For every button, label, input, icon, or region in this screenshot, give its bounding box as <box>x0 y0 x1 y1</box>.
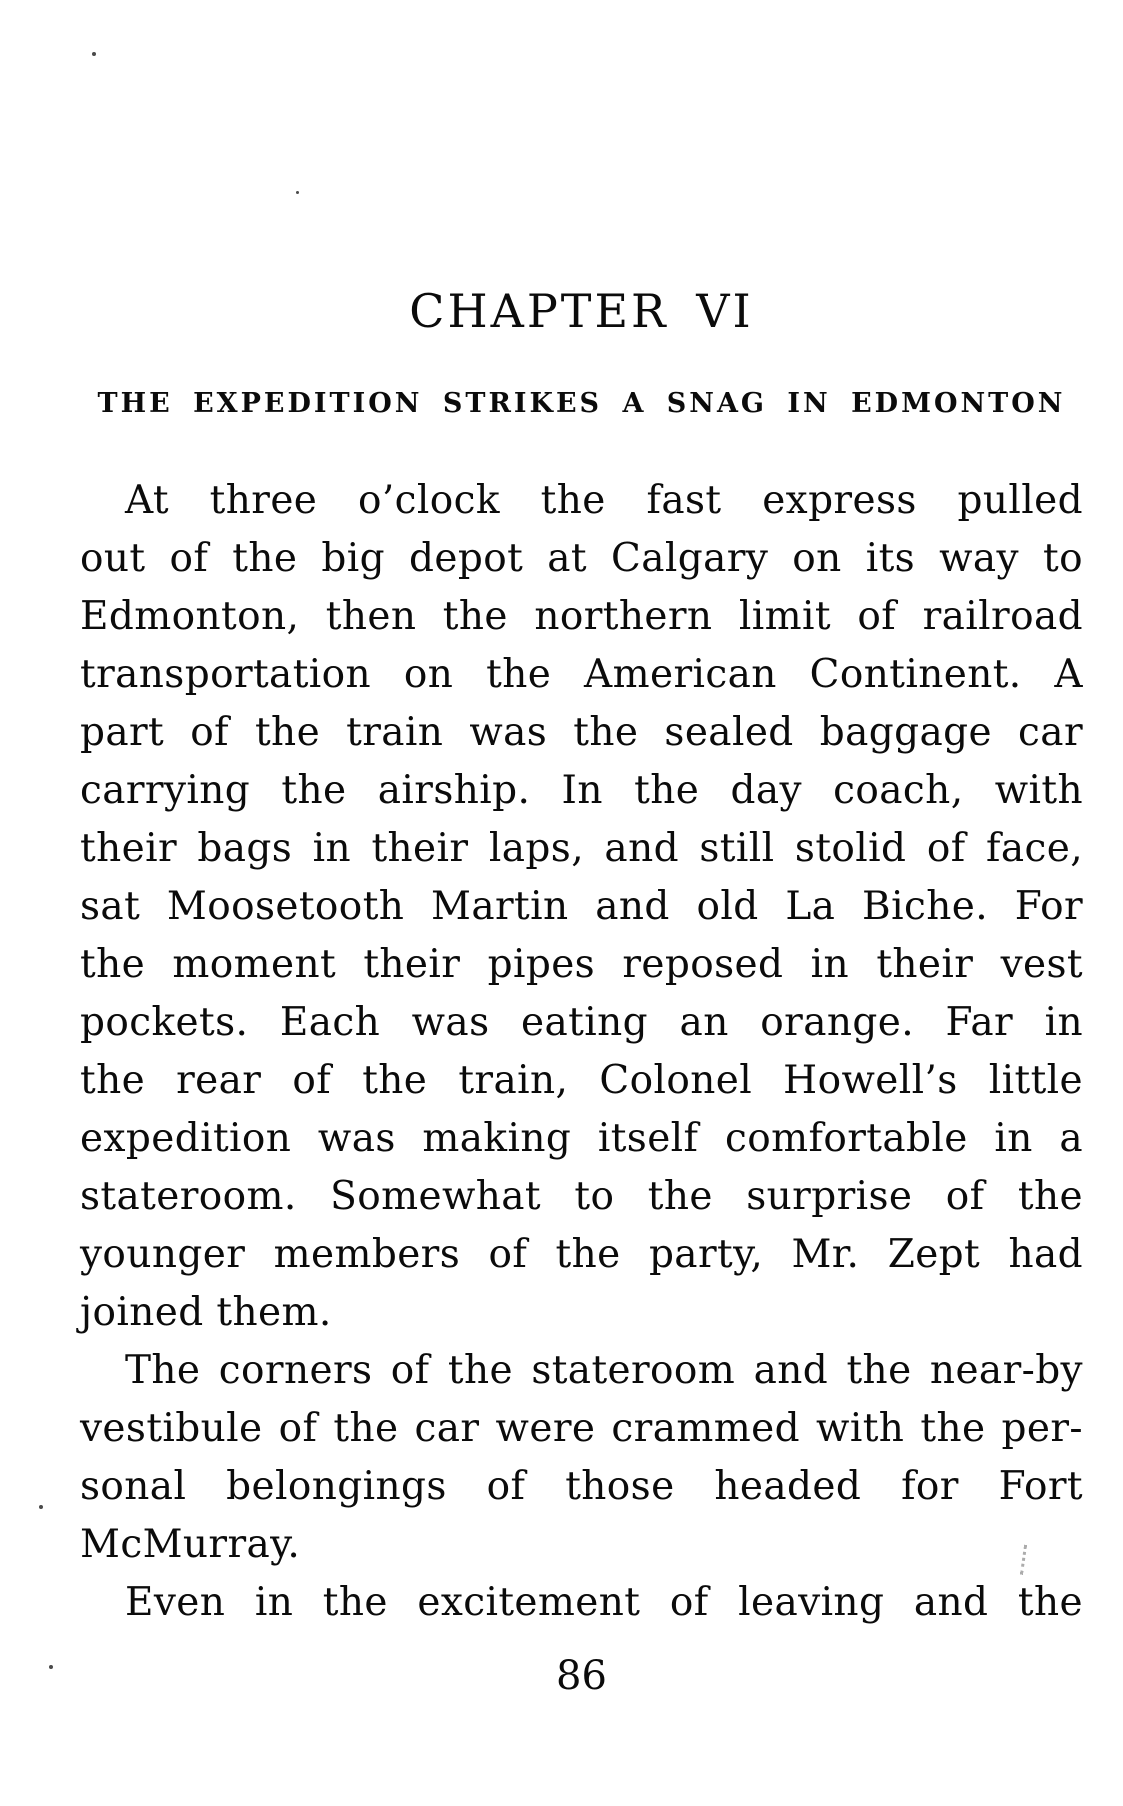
text-line: McMurray. <box>80 1522 301 1567</box>
text-line: joined them. <box>80 1290 332 1335</box>
paragraph <box>80 1342 1083 1574</box>
text-line: out of the big depot at Calgary on its way to <box>80 536 1083 581</box>
text-column <box>80 284 1083 1699</box>
text-line: part of the train was the sealed baggage car <box>80 710 1083 755</box>
text-line: Even in the excitement of leaving and the <box>125 1580 1083 1625</box>
text-line: their bags in their laps, and still stolid of face, <box>80 826 1083 871</box>
scan-speck <box>92 52 96 56</box>
paragraph <box>80 1574 1083 1632</box>
text-line: younger members of the party, Mr. Zept had <box>80 1232 1083 1277</box>
section-title: THE EXPEDITION STRIKES A SNAG IN EDMONTON <box>97 388 1066 419</box>
page-number: 86 <box>556 1653 607 1699</box>
text-line: carrying the airship. In the day coach, with <box>80 768 1083 813</box>
chapter-heading: CHAPTER VI <box>409 284 754 338</box>
text-line: sonal belongings of those headed for Fort <box>80 1464 1083 1509</box>
text-line: sat Moosetooth Martin and old La Biche. For <box>80 884 1083 929</box>
scan-speck <box>49 1665 53 1669</box>
text-line: At three o’clock the fast express pulled <box>125 478 1083 523</box>
text-line: the rear of the train, Colonel Howell’s little <box>80 1058 1083 1103</box>
text-line: vestibule of the car were crammed with the per- <box>80 1406 1083 1451</box>
text-line: Edmonton, then the northern limit of railroad <box>80 594 1083 639</box>
text-line: stateroom. Somewhat to the surprise of the <box>80 1174 1083 1219</box>
text-line: transportation on the American Continent. A <box>80 652 1083 697</box>
paragraph <box>80 472 1083 1342</box>
page-body <box>80 472 1083 1632</box>
text-line: pockets. Each was eating an orange. Far in <box>80 1000 1083 1045</box>
scan-speck <box>296 191 299 194</box>
text-line: expedition was making itself comfortable in a <box>80 1116 1083 1161</box>
scan-speck <box>39 1505 43 1509</box>
text-line: The corners of the stateroom and the near-by <box>125 1348 1083 1393</box>
text-line: the moment their pipes reposed in their vest <box>80 942 1083 987</box>
